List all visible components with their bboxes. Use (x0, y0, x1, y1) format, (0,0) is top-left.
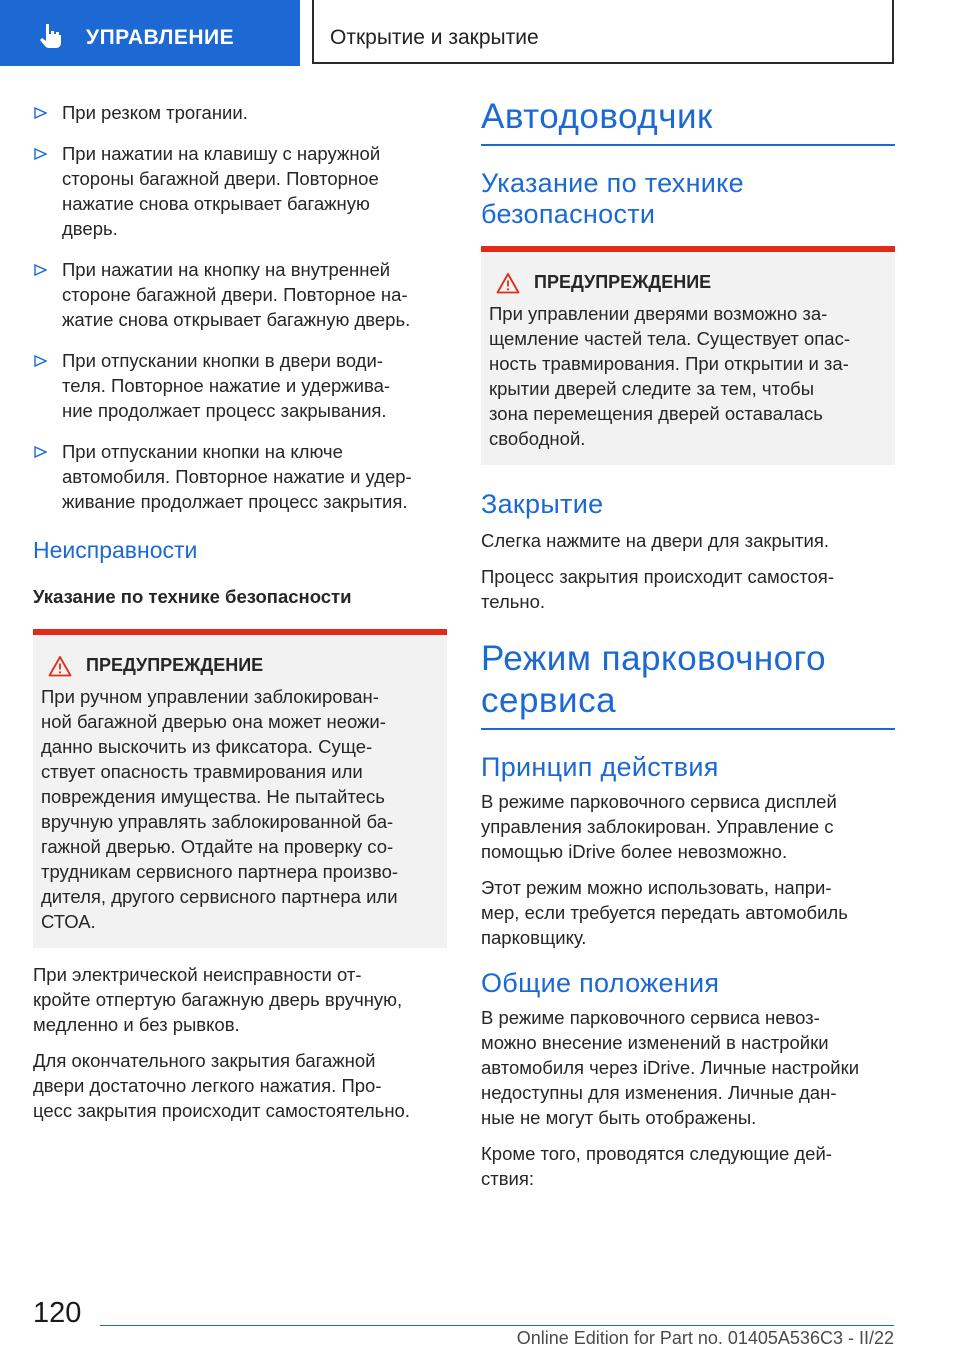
hand-pointer-icon (38, 22, 64, 48)
edition-text: Online Edition for Part no. 01405A536C3 - II/22 (516, 1328, 894, 1348)
warning-box (33, 629, 447, 948)
paragraph: Для окончательного закрытия багажной двери достаточно легкого нажатия. Про- цесс закрытия происходит самостоятельно. (33, 1050, 410, 1121)
list-item-text: При резком трогании. (62, 102, 248, 123)
paragraph: Процесс закрытия происходит самостоя- тельно. (481, 566, 834, 612)
heading-rule-block (481, 638, 895, 730)
warning-title: ПРЕДУПРЕЖДЕНИЕ (534, 272, 712, 292)
list-item (33, 348, 447, 423)
malfunction-heading: Неисправности (33, 537, 198, 563)
paragraph: Слегка нажмите на двери для закрытия. (481, 530, 830, 551)
warning-triangle-icon (496, 272, 520, 294)
warning-header (41, 653, 439, 678)
left-column (33, 100, 447, 1134)
list-item-text: При отпускании кнопки на ключе автомобиля. Повторное нажатие и удер- живание продолжает процесс закрытия. (62, 441, 412, 512)
paragraph: Кроме того, проводятся следующие дей- ствия: (481, 1143, 832, 1189)
closing-heading: Закрытие (481, 489, 604, 519)
triangle-bullet-icon (34, 446, 47, 458)
bullet-list (33, 100, 447, 514)
safety-subheading: Указание по технике безопасности (33, 586, 352, 607)
paragraph: В режиме парковочного сервиса невоз- можно внесение изменений в настройки автомобиля через iDrive. Личные настройки недоступны для изменения. Личные дан- ные не могут быть отображены. (481, 1007, 860, 1128)
list-item-text: При отпускании кнопки в двери води- теля. Повторное нажатие и удержива- ние продолжает процесс закрывания. (62, 350, 391, 421)
list-item-text: При нажатии на кнопку на внутренней стороне багажной двери. Повторное на- жатие снова открывает багажную дверь. (62, 259, 411, 330)
chapter-label: Открытие и закрытие (330, 26, 539, 49)
warning-text: При управлении дверями возможно за- щемление частей тела. Существует опас- ность травмирования. При открытии и за- крытии дверей следите за тем, чтобы зона перемещения дверей оставалась свободной. (489, 303, 850, 449)
paragraph: В режиме парковочного сервиса дисплей управления заблокирован. Управление с помощью iDrive более невозможно. (481, 791, 837, 862)
warning-header (489, 270, 887, 295)
warning-text: При ручном управлении заблокирован- ной багажной дверью она может неожи- данно выскочить из фиксатора. Суще- ствует опасность травмирования или повреждения имущества. Не пытайтесь вручную управлять заблокированной ба- гажной дверью. Отдайте на проверку со- трудникам сервисного партнера произво- дителя, другого сервисного партнера или СТОА. (41, 686, 399, 932)
principle-heading: Принцип действия (481, 752, 719, 782)
list-item (33, 100, 447, 125)
section-label: УПРАВЛЕНИЕ (86, 26, 235, 49)
list-item-text: При нажатии на клавишу с наружной стороны багажной двери. Повторное нажатие снова открывает багажную дверь. (62, 143, 381, 239)
warning-title: ПРЕДУПРЕЖДЕНИЕ (86, 655, 264, 675)
chapter-header (312, 0, 894, 64)
warning-triangle-icon (48, 655, 72, 677)
list-item (33, 141, 447, 241)
footer-divider (100, 1325, 894, 1326)
safety-heading: Указание по технике безопасности (481, 168, 744, 229)
paragraph: При электрической неисправности от- кройте отпертую багажную дверь вручную, медленно и без рывков. (33, 964, 403, 1035)
list-item (33, 439, 447, 514)
page-number: 120 (33, 1297, 82, 1329)
warning-box (481, 246, 895, 465)
right-column (481, 96, 895, 1202)
parking-mode-heading: Режим парковочного сервиса (481, 639, 827, 720)
heading-rule-block (481, 96, 895, 146)
soft-close-heading: Автодоводчик (481, 97, 713, 136)
section-tab[interactable] (0, 0, 300, 66)
triangle-bullet-icon (34, 264, 47, 276)
list-item (33, 257, 447, 332)
triangle-bullet-icon (34, 148, 47, 160)
general-heading: Общие положения (481, 968, 720, 998)
triangle-bullet-icon (34, 355, 47, 367)
triangle-bullet-icon (34, 107, 47, 119)
paragraph: Этот режим можно использовать, напри- мер, если требуется передать автомобиль парковщику. (481, 877, 848, 948)
